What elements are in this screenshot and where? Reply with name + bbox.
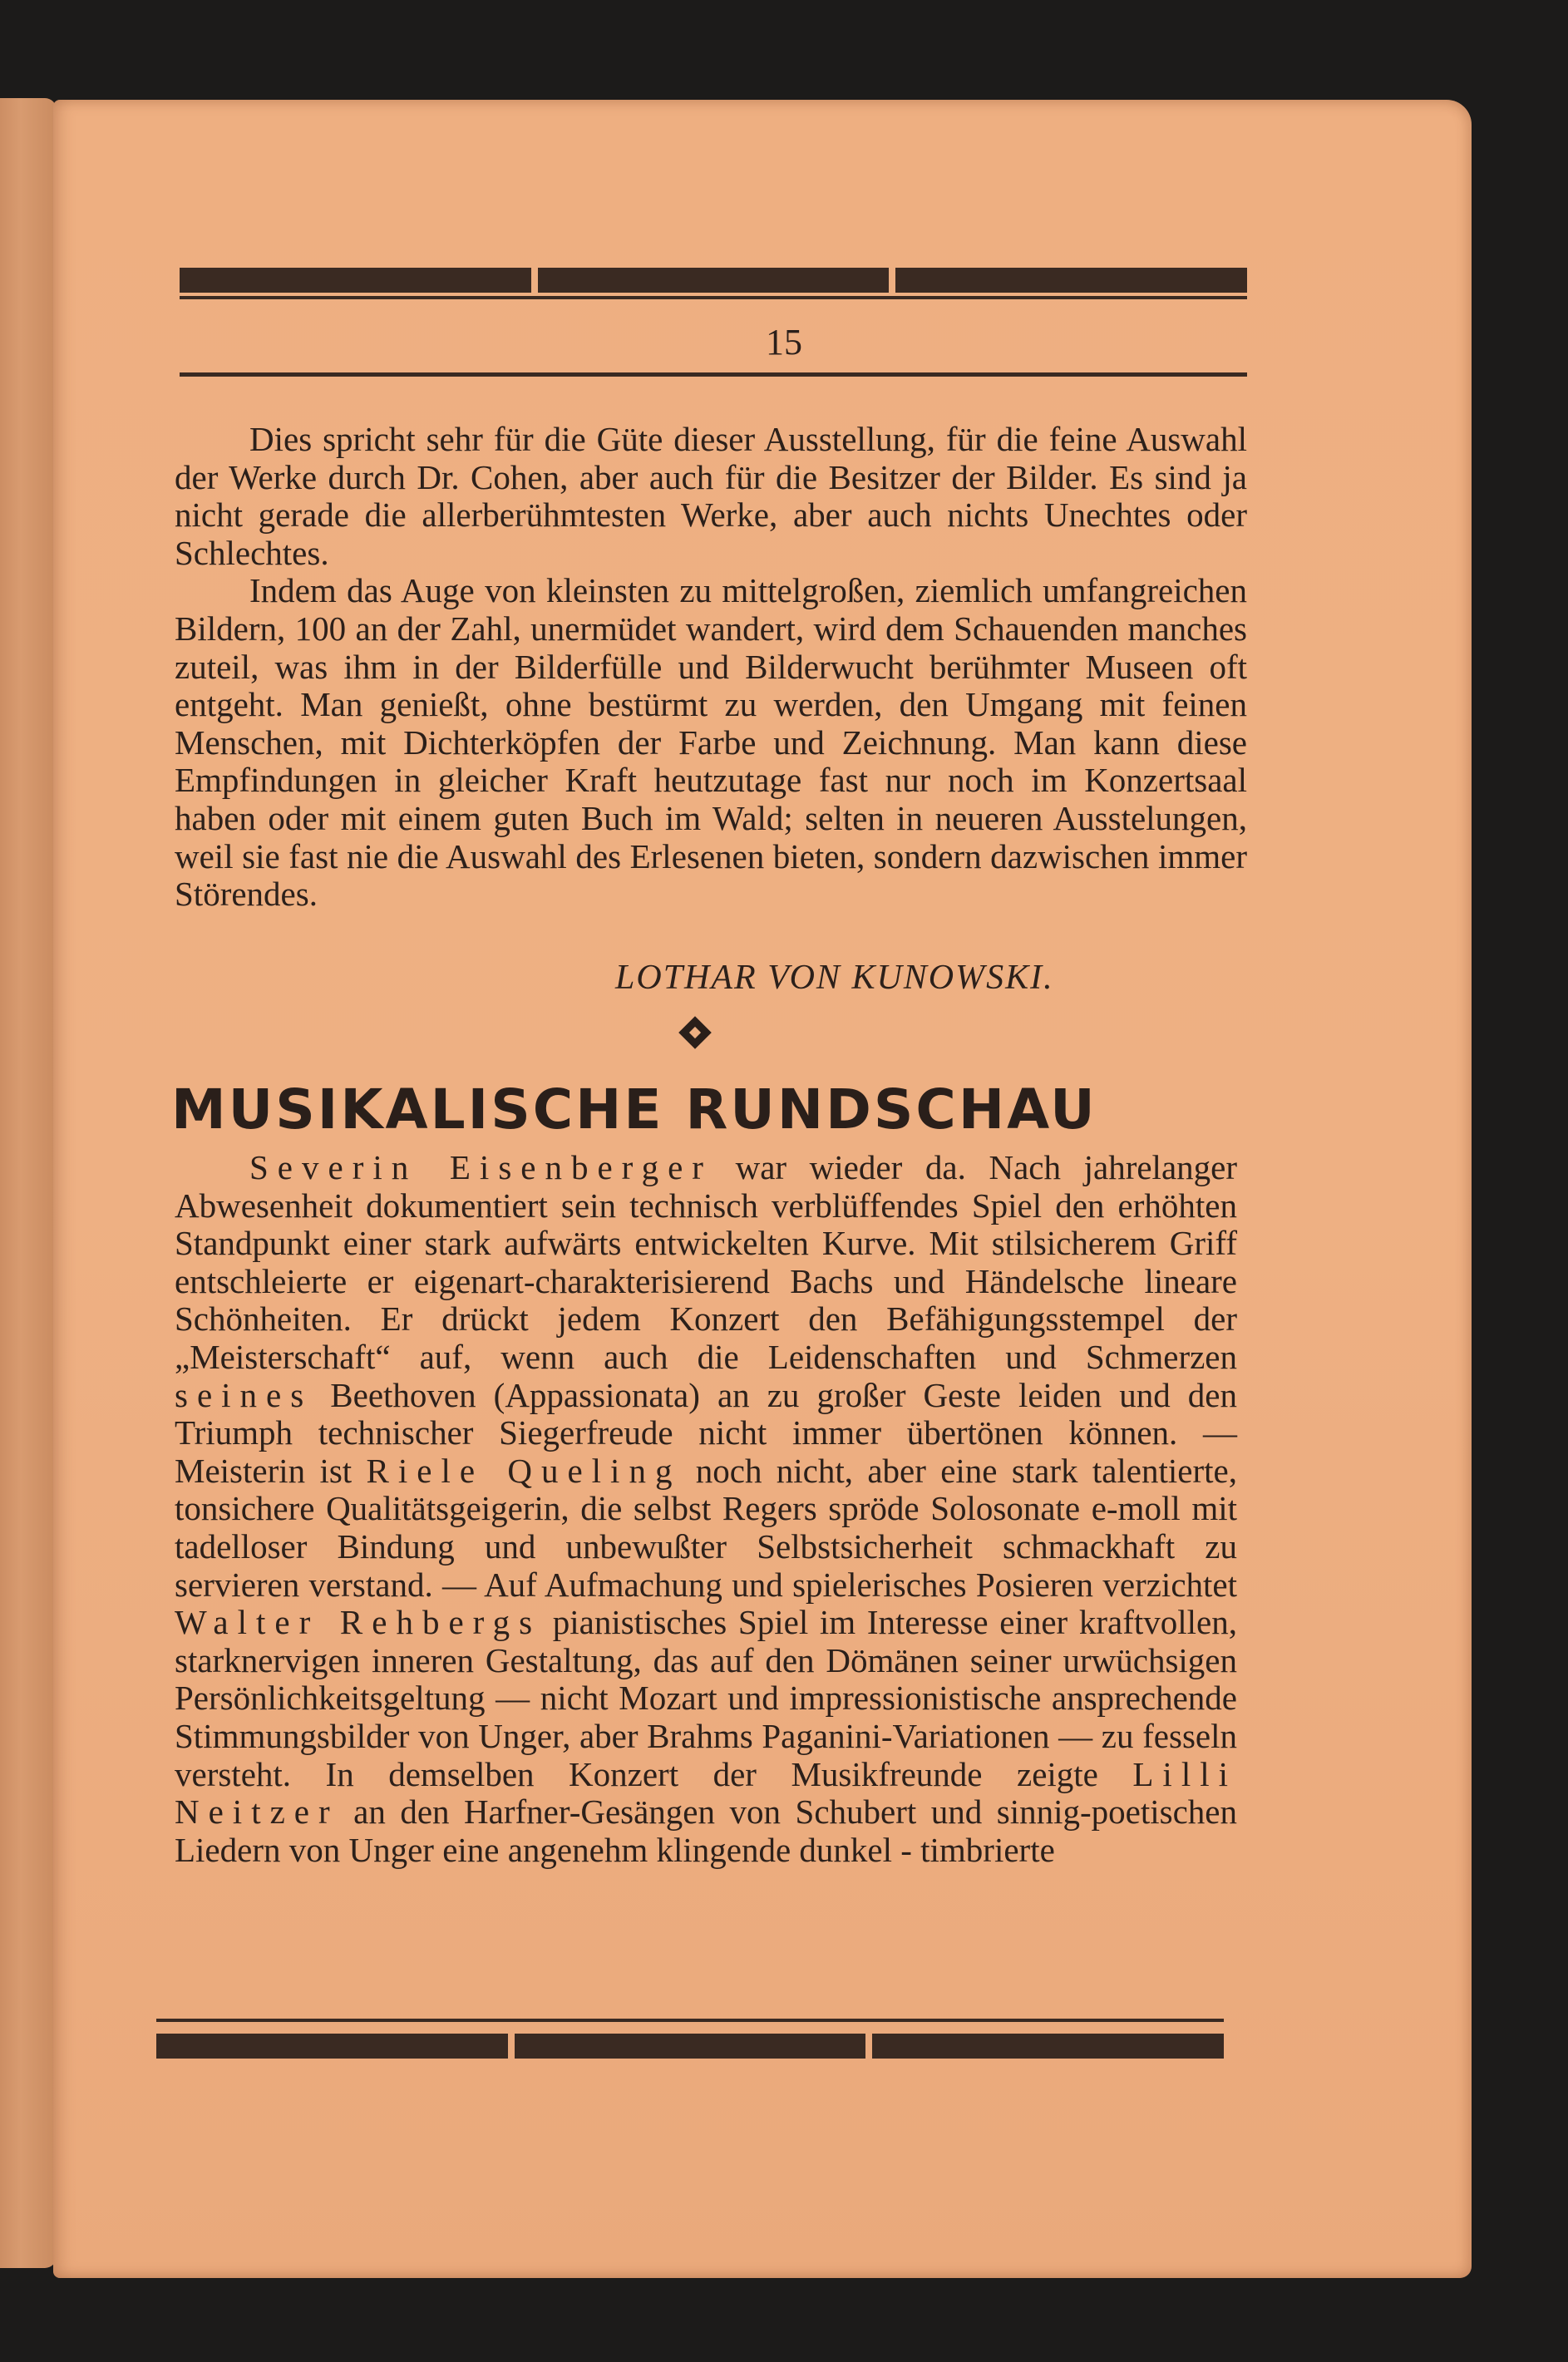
emphasis-word: seines [175,1375,313,1414]
article-exhibition [175,421,1247,914]
review-paragraph [175,1149,1237,1869]
review-text: war wieder da. Nach jahrelanger Abwesenheit dokumentiert sein technisch verblüffendes Spiel den erhöhten Standpunkt einer stark aufwärts entwickelten Kurve. Mit stilsicherem Griff entschleierte er eigenart-charakterisierend Bachs und Händelsche lineare Schönheiten. Er drückt jedem Konzert den Befähigungsstempel der „Meisterschaft“ auf, wenn auch die Leidenschaften und Schmerzen [175,1148,1237,1376]
page-number: 15 [766,322,802,362]
paragraph-1: Dies spricht sehr für die Güte dieser Ausstellung, für die feine Auswahl der Werke durch Dr. Cohen, aber auch für die Besitzer der Bilder. Es sind ja nicht gerade die allerberühmtesten Werke, aber auch nichts Unechtes oder Schlechtes. [175,420,1247,572]
performer-name: Walter Rehbergs [175,1603,542,1642]
review-text: noch nicht, aber eine stark talentierte, tonsichere Qualitätsgeigerin, die selbst Regers spröde Solosonate e-moll mit tadelloser Bindung und unbewußter Selbstsicherheit schmackhaft zu servieren verstand. — Auf Aufmachung und spielerisches Posieren verzichtet [175,1451,1237,1604]
article-music-review [175,1149,1237,1869]
bottom-ornament-rule [156,2019,1224,2022]
top-ornament-band [180,268,1247,293]
bottom-ornament-band [156,2034,1224,2059]
header-rule [180,372,1247,377]
review-text: pianistisches Spiel im Interesse einer kraftvollen, starknervigen inneren Gestaltung, das auf den Dömänen seiner urwüchsigen Persönlichkeitsgeltung — nicht Mozart und impressionistische ansprechende Stimmungsbilder von Unger, aber Brahms Paganini-Variationen — zu fesseln versteht. In demselben Konzert der Musikfreunde zeigte [175,1603,1238,1793]
left-page-edge [0,98,57,2268]
top-ornament-rule [180,296,1247,299]
review-text: Beethoven (Appassionata) an zu großer Geste leiden und den Triumph technischer Siegerfreude nicht immer übertönen können. — Meisterin ist [175,1375,1237,1490]
performer-name: Riele Queling [366,1451,682,1490]
section-heading: MUSIKALISCHE RUNDSCHAU [171,1077,1097,1142]
paragraph-2: Indem das Auge von kleinsten zu mittelgroßen, ziemlich umfangreichen Bildern, 100 an der Zahl, unermüdet wandert, wird dem Schauenden manches zuteil, was ihm in der Bilderfülle und Bilderwucht berühmter Museen oft entgeht. Man genießt, ohne bestürmt zu werden, den Umgang mit feinen Menschen, mit Dichterköpfen der Farbe und Zeichnung. Man kann diese Empfindungen in gleicher Kraft heutzutage fast nur noch im Konzertsaal haben oder mit einem guten Buch im Wald; selten in neueren Ausstelungen, weil sie fast nie die Auswahl des Erlesenen bieten, sondern dazwischen immer Störendes. [175,571,1247,914]
performer-name: Severin Eisenberger [249,1148,713,1186]
review-text: an den Harfner-Gesängen von Schubert und sinnig-poetischen Liedern von Unger eine angenehm klingende dunkel - timbrierte [175,1792,1237,1869]
performer-name: Lilli Neitzer [175,1754,1237,1832]
author-signature: LOTHAR VON KUNOWSKI. [615,959,1054,997]
